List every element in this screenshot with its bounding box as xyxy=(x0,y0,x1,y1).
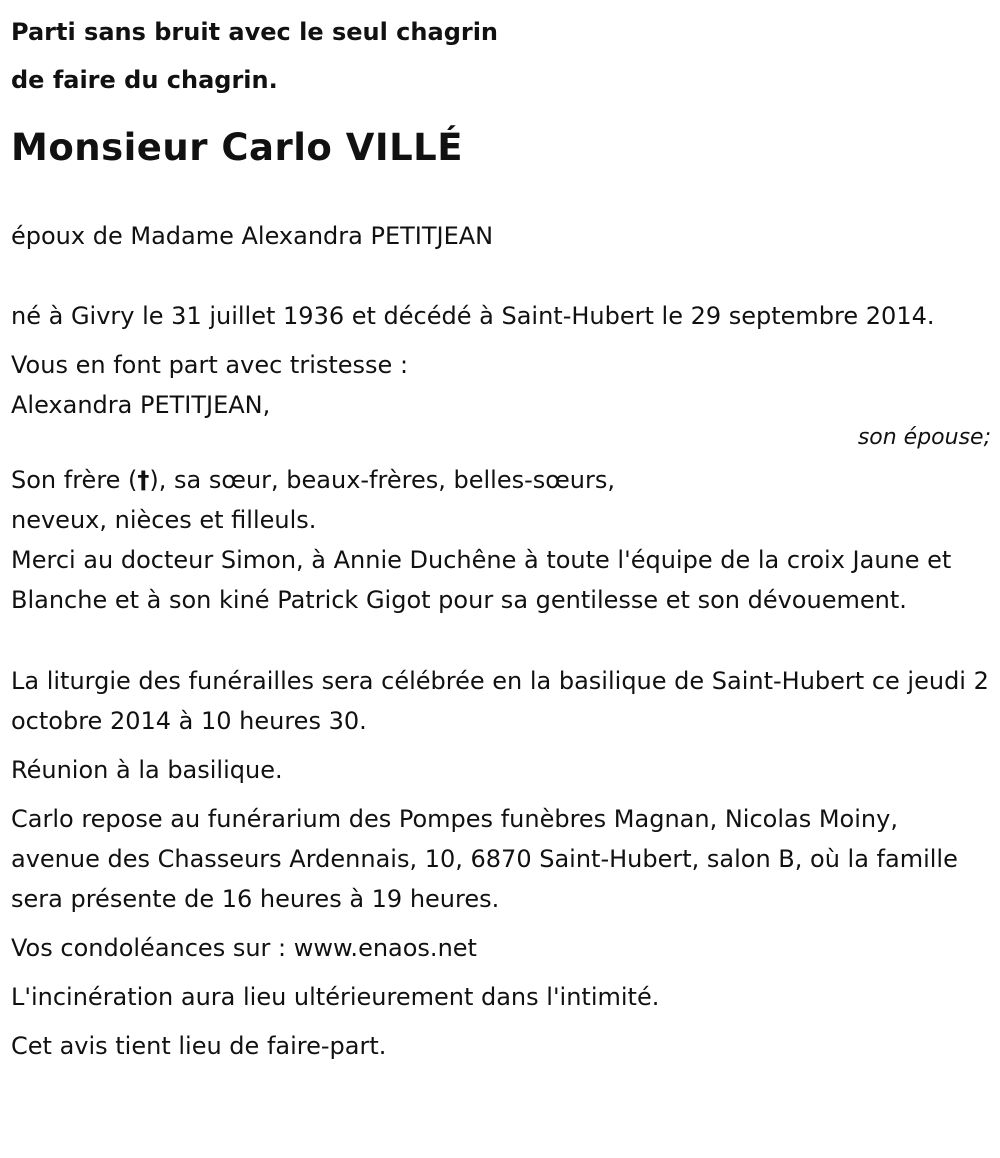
obituary-notice xyxy=(11,8,991,1066)
birth-death-line: né à Givry le 31 juillet 1936 et décédé à Saint-Hubert le 29 septembre 2014. xyxy=(11,302,935,330)
cross-icon: † xyxy=(137,466,150,494)
spouse-line: époux de Madame Alexandra PETITJEAN xyxy=(11,222,494,250)
epigraph-line-1: Parti sans bruit avec le seul chagrin xyxy=(11,18,499,46)
meeting-line: Réunion à la basilique. xyxy=(11,756,283,784)
epigraph-line-2: de faire du chagrin. xyxy=(11,66,278,94)
family-suffix: ), sa sœur, beaux-frères, belles-sœurs, xyxy=(149,466,616,494)
family-line-2: neveux, nièces et filleuls. xyxy=(11,506,317,534)
family-prefix: Son frère ( xyxy=(11,466,138,494)
spouse-role: son épouse; xyxy=(857,425,991,450)
deceased-name: Monsieur Carlo VILLÉ xyxy=(11,126,464,169)
spouse-name: Alexandra PETITJEAN, xyxy=(11,391,271,419)
condolences-line: Vos condoléances sur : www.enaos.net xyxy=(11,934,477,962)
funerarium-paragraph: Carlo repose au funérarium des Pompes funèbres Magnan, Nicolas Moiny, avenue des Chasseurs Ardennais, 10, 6870 Saint-Hubert, salon B, où la famille sera présente de 16 heures à 19 heures. xyxy=(11,805,958,913)
family-line-1 xyxy=(11,460,991,500)
announcement-intro: Vous en font part avec tristesse : xyxy=(11,351,409,379)
thanks-paragraph: Merci au docteur Simon, à Annie Duchêne à toute l'équipe de la croix Jaune et Blanche et à son kiné Patrick Gigot pour sa gentilesse et son dévouement. xyxy=(11,546,952,614)
liturgy-paragraph: La liturgie des funérailles sera célébrée en la basilique de Saint-Hubert ce jeudi 2 octobre 2014 à 10 heures 30. xyxy=(11,667,989,735)
notice-line: Cet avis tient lieu de faire-part. xyxy=(11,1032,387,1060)
cremation-line: L'incinération aura lieu ultérieurement dans l'intimité. xyxy=(11,983,660,1011)
